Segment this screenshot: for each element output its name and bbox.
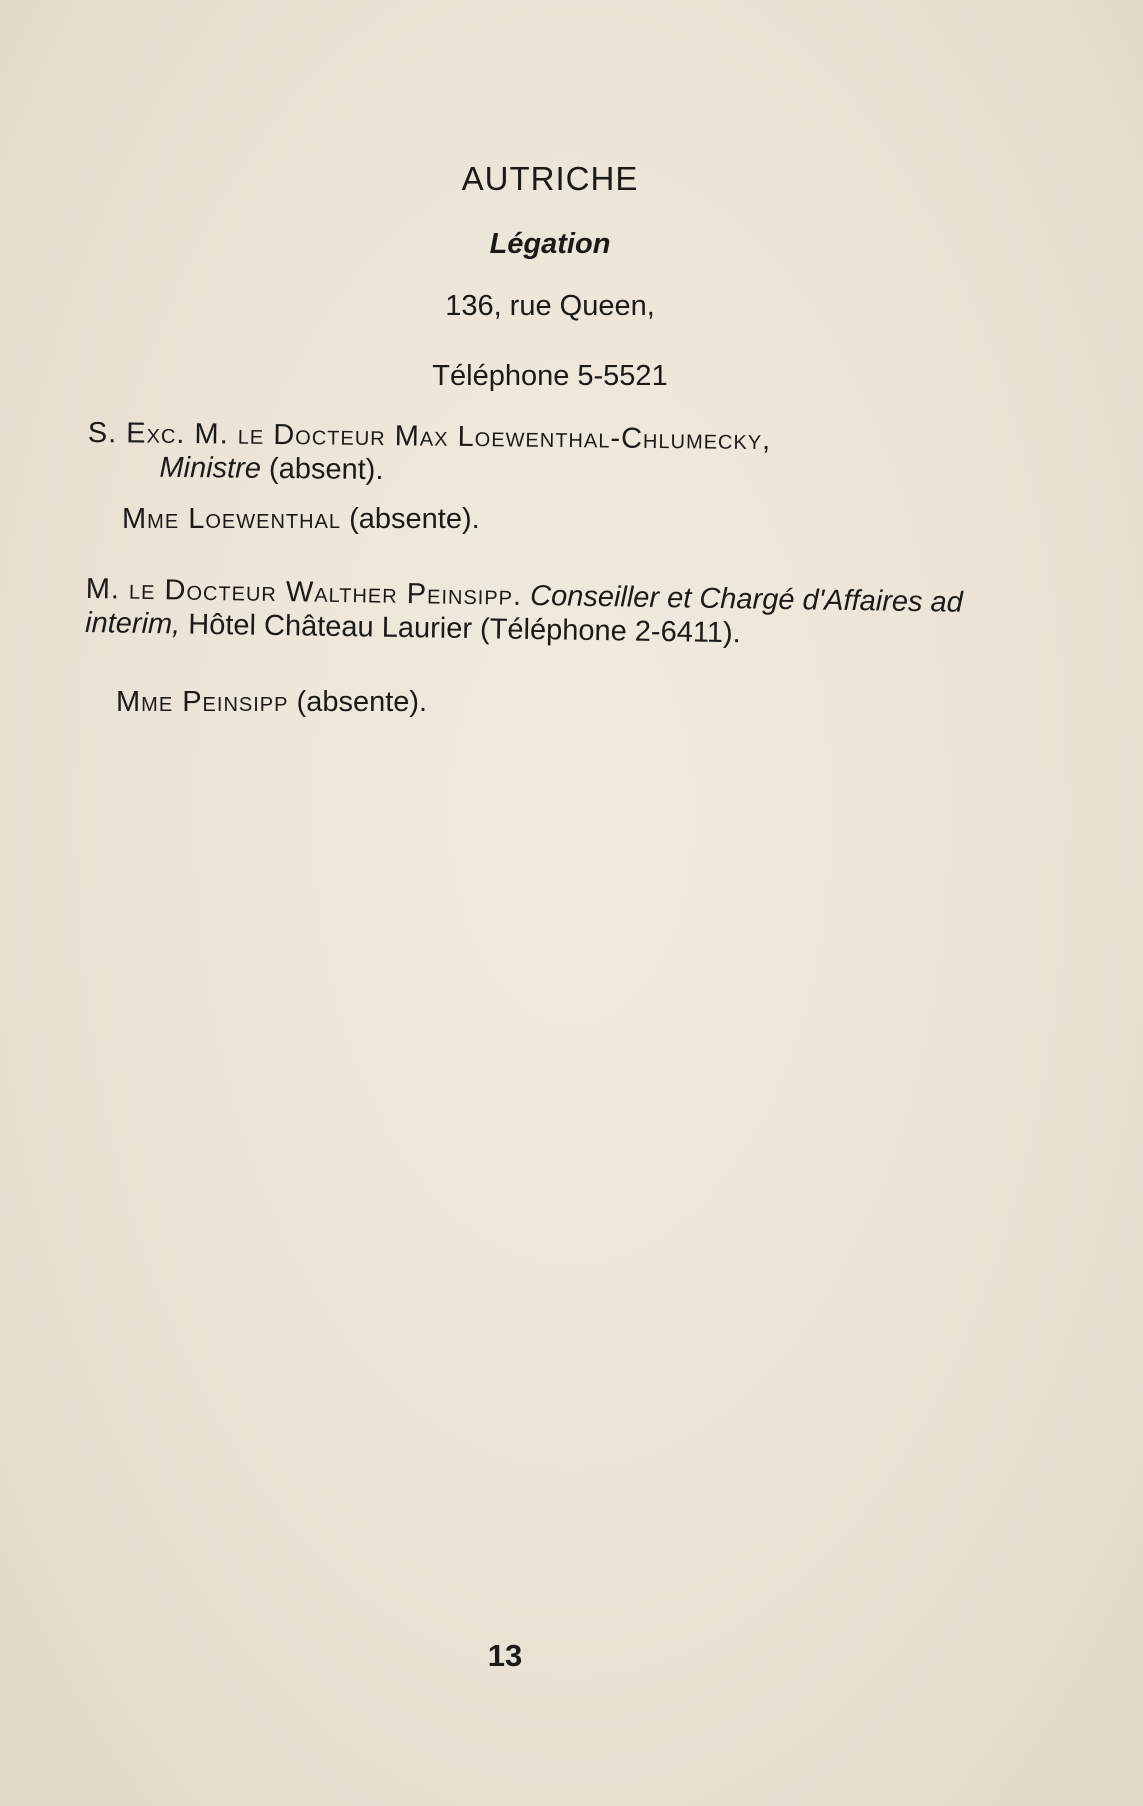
- directory-entry-minister-spouse: [122, 502, 1002, 536]
- section-heading: Légation: [489, 228, 611, 260]
- page-number: 13: [487, 1638, 523, 1673]
- entry-address: Hôtel Château Laurier (Téléphone 2-6411).: [180, 608, 741, 650]
- country-heading: AUTRICHE: [461, 160, 639, 197]
- entry-name: Mme Peinsipp: [116, 686, 289, 718]
- directory-entry-minister: [87, 416, 1008, 494]
- entry-status: (absente).: [288, 686, 428, 718]
- entry-status: (absente).: [341, 503, 480, 535]
- entry-detail: [87, 450, 1007, 494]
- entry-status: (absent).: [260, 452, 384, 487]
- entry-role: Ministre: [159, 451, 262, 485]
- legation-telephone: Téléphone 5-5521: [432, 360, 668, 392]
- legation-address: 136, rue Queen,: [445, 290, 655, 322]
- entry-role: Conseiller et Chargé d'Affaires ad interim,: [84, 579, 964, 641]
- entry-name: M. le Docteur Walther Peinsipp.: [85, 572, 523, 612]
- directory-entry-counsellor: [85, 572, 1006, 654]
- directory-entry-counsellor-spouse: [116, 685, 996, 719]
- entry-name: Mme Loewenthal: [122, 503, 342, 535]
- entry-name: S. Exc. M. le Docteur Max Loewenthal-Chlumecky,: [87, 416, 772, 457]
